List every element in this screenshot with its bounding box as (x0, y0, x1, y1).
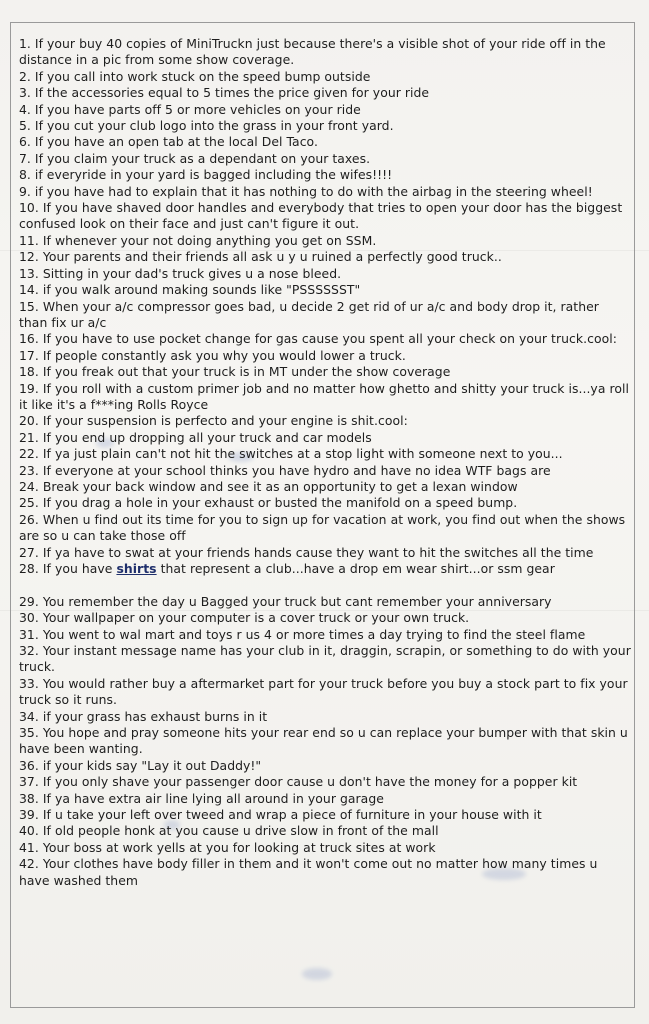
list-item: 20. If your suspension is perfecto and your engine is shit.cool: (19, 413, 408, 429)
list-item: 6. If you have an open tab at the local Del Taco. (19, 134, 318, 150)
list-item: 35. You hope and pray someone hits your rear end so u can replace your bumper with that skin u have been wanting. (19, 725, 628, 757)
list-item: 31. You went to wal mart and toys r us 4 or more times a day trying to find the steel flame (19, 626, 586, 642)
list-item: 36. if your kids say "Lay it out Daddy!" (19, 757, 262, 773)
list-item: 37. If you only shave your passenger door cause u don't have the money for a popper kit (19, 774, 578, 790)
list-item: 42. Your clothes have body filler in them and it won't come out no matter how many times u have washed them (19, 856, 598, 888)
list-item: 15. When your a/c compressor goes bad, u decide 2 get rid of ur a/c and body drop it, rather than fix ur a/c (19, 298, 599, 330)
list-item: 2. If you call into work stuck on the speed bump outside (19, 68, 371, 84)
list-item: 24. Break your back window and see it as an opportunity to get a lexan window (19, 478, 518, 494)
list-item: 16. If you have to use pocket change for gas cause you spent all your check on your truck.cool: (19, 331, 617, 347)
list-item: 41. Your boss at work yells at you for looking at truck sites at work (19, 839, 436, 855)
list-item: 12. Your parents and their friends all ask u y u ruined a perfectly good truck.. (19, 249, 502, 265)
list-item: 4. If you have parts off 5 or more vehicles on your ride (19, 101, 361, 117)
list-item: 18. If you freak out that your truck is in MT under the show coverage (19, 364, 451, 380)
list-item: 13. Sitting in your dad's truck gives u a nose bleed. (19, 265, 342, 281)
list-item: 1. If your buy 40 copies of MiniTruckn just because there's a visible shot of your ride off in the distance in a pic from some show coverage. (19, 36, 606, 68)
list-item: 5. If you cut your club logo into the grass in your front yard. (19, 118, 394, 134)
list-item: 19. If you roll with a custom primer job and no matter how ghetto and shitty your truck is...ya roll it like it's a f***ing Rolls Royce (19, 380, 629, 412)
shirts-link[interactable]: shirts (116, 561, 157, 576)
list-item: 7. If you claim your truck as a dependant on your taxes. (19, 150, 371, 166)
list-item: 14. if you walk around making sounds like "PSSSSSST" (19, 282, 361, 298)
list-item: 26. When u find out its time for you to sign up for vacation at work, you find out when the shows are so u can take those off (19, 511, 626, 544)
list-item: 27. If ya have to swat at your friends hands cause they want to hit the switches all the time (19, 544, 594, 560)
list-item: 23. If everyone at your school thinks you have hydro and have no idea WTF bags are (19, 462, 551, 478)
list-item: 30. Your wallpaper on your computer is a cover truck or your own truck. (19, 610, 470, 626)
list-item: 32. Your instant message name has your club in it, draggin, scrapin, or something to do with your truck. (19, 643, 631, 675)
list-item-text: 28. If you have (19, 561, 117, 576)
list-item: 10. If you have shaved door handles and everybody that tries to open your door has the biggest confused look on their face and just can't figure it out. (19, 200, 623, 232)
list-item: 39. If u take your left over tweed and wrap a piece of furniture in your house with it (19, 807, 542, 823)
list-item: 38. If ya have extra air line lying all around in your garage (19, 790, 384, 806)
list-item (19, 561, 631, 577)
list-item: 25. If you drag a hole in your exhaust or busted the manifold on a speed bump. (19, 495, 518, 511)
list-item: 3. If the accessories equal to 5 times the price given for your ride (19, 85, 430, 101)
list-item: 21. If you end up dropping all your truck and car models (19, 429, 372, 445)
list-item: 34. if your grass has exhaust burns in it (19, 708, 268, 724)
list-item-text: that represent a club...have a drop em wear shirt...or ssm gear (156, 561, 555, 576)
list-item: 29. You remember the day u Bagged your truck but cant remember your anniversary (19, 593, 552, 609)
list-item: 40. If old people honk at you cause u drive slow in front of the mall (19, 823, 439, 839)
list-item: 11. If whenever your not doing anything you get on SSM. (19, 232, 377, 248)
list-item: 9. if you have had to explain that it has nothing to do with the airbag in the steering wheel! (19, 183, 593, 199)
reasons-list (19, 36, 631, 889)
list-item: 33. You would rather buy a aftermarket part for your truck before you buy a stock part to fix your truck so it runs. (19, 675, 628, 708)
list-item: 17. If people constantly ask you why you would lower a truck. (19, 347, 406, 363)
list-item: 8. if everyride in your yard is bagged including the wifes!!!! (19, 167, 393, 183)
list-item: 22. If ya just plain can't not hit the switches at a stop light with someone next to you... (19, 446, 563, 462)
